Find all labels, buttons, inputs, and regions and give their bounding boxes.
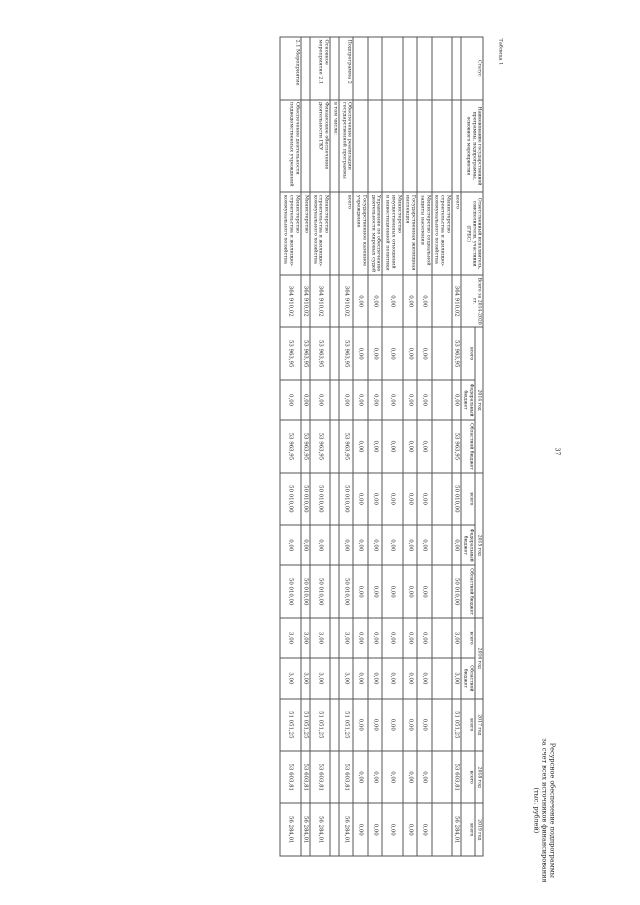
row-value	[432, 473, 452, 525]
row-value: 0,00	[403, 565, 418, 617]
sheet-title	[532, 738, 555, 882]
row-status	[353, 37, 368, 100]
row-value: 0,00	[353, 618, 368, 658]
row-value: 364 910,02	[452, 275, 461, 327]
row-value: 0,00	[403, 275, 418, 327]
row-value	[432, 565, 452, 617]
row-value	[432, 420, 452, 472]
row-value: 53 963,95	[281, 420, 301, 472]
title-line-2: за счет всех источников финансирования	[540, 738, 549, 883]
row-name	[417, 100, 432, 193]
row-executor: Министерство социальной защиты населения	[417, 192, 432, 275]
row-value: 0,00	[353, 525, 368, 565]
row-value: 53 603,81	[339, 751, 354, 803]
row-name	[432, 100, 452, 193]
row-value: 0,00	[452, 525, 461, 565]
row-value	[330, 618, 339, 658]
row-status: Подпрограмма 2	[339, 37, 354, 100]
row-value: 0,00	[353, 658, 368, 698]
row-value: 0,00	[417, 803, 432, 856]
row-value: 0,00	[403, 473, 418, 525]
row-value: 0,00	[301, 525, 310, 565]
header-2017: 2017 год	[475, 699, 483, 751]
row-value: 0,00	[417, 751, 432, 803]
row-value: 0,00	[403, 658, 418, 698]
row-value: 0,00	[368, 275, 383, 327]
row-value: 0,00	[382, 473, 402, 525]
row-value: 51 051,25	[452, 699, 461, 751]
row-value: 0,00	[403, 803, 418, 856]
row-value: 53 603,81	[281, 751, 301, 803]
row-value	[330, 751, 339, 803]
row-value: 50 010,00	[281, 473, 301, 525]
row-status	[301, 37, 310, 100]
row-value: 53 963,95	[452, 327, 461, 379]
row-value	[432, 525, 452, 565]
row-value: 0,00	[382, 618, 402, 658]
row-value	[330, 380, 339, 420]
row-status	[432, 37, 452, 100]
row-name	[353, 100, 368, 193]
row-value: 56 284,01	[339, 803, 354, 856]
row-value: 50 010,00	[452, 473, 461, 525]
row-value: 56 284,01	[452, 803, 461, 856]
row-value	[432, 751, 452, 803]
row-value: 0,00	[368, 525, 383, 565]
subheader-total: всего	[461, 699, 475, 751]
row-status	[330, 37, 339, 100]
table-row	[432, 37, 452, 856]
row-value: 0,00	[382, 420, 402, 472]
row-executor	[330, 192, 339, 275]
row-value: 0,00	[339, 380, 354, 420]
row-value: 0,00	[353, 380, 368, 420]
row-value	[432, 699, 452, 751]
row-value: 0,00	[403, 618, 418, 658]
row-value: 0,00	[403, 751, 418, 803]
row-status: Основное мероприятие 2.1	[310, 37, 330, 100]
row-value: 3,00	[339, 658, 354, 698]
row-value: 0,00	[417, 420, 432, 472]
row-value: 3,00	[301, 618, 310, 658]
row-value: 53 963,95	[310, 327, 330, 379]
row-value	[432, 618, 452, 658]
row-value: 0,00	[368, 658, 383, 698]
row-value: 0,00	[353, 699, 368, 751]
row-value: 0,00	[368, 751, 383, 803]
row-name	[403, 100, 418, 193]
row-value	[330, 525, 339, 565]
row-value	[330, 803, 339, 856]
row-status	[452, 37, 461, 100]
row-value: 3,00	[310, 618, 330, 658]
table-row	[339, 37, 354, 856]
row-value: 0,00	[353, 420, 368, 472]
row-value: 0,00	[382, 699, 402, 751]
row-name	[452, 100, 461, 193]
row-value: 53 963,95	[339, 420, 354, 472]
row-value: 3,00	[452, 618, 461, 658]
row-value: 53 963,95	[339, 327, 354, 379]
row-value	[330, 327, 339, 379]
row-value: 3,00	[301, 658, 310, 698]
row-value	[330, 275, 339, 327]
row-value: 0,00	[417, 525, 432, 565]
row-value: 0,00	[382, 565, 402, 617]
row-value: 0,00	[382, 380, 402, 420]
row-value: 50 010,00	[281, 565, 301, 617]
row-value: 0,00	[417, 618, 432, 658]
row-executor: Государственное казенное учреждение	[353, 192, 368, 275]
header-name: Наименование государственной программы, подпрограммы, основного мероприятия	[461, 100, 483, 193]
row-executor: Министерство строительства и жилищно-коммунального хозяйства	[281, 192, 301, 275]
row-value: 53 963,95	[310, 420, 330, 472]
row-value: 51 051,25	[339, 699, 354, 751]
table-row	[403, 37, 418, 856]
row-value: 0,00	[353, 803, 368, 856]
row-value: 0,00	[339, 525, 354, 565]
row-value: 0,00	[382, 525, 402, 565]
subheader-federal: Федеральный бюджет	[461, 525, 475, 565]
row-executor: Министерство строительства и жилищно-коммунального хозяйства	[310, 192, 330, 275]
row-status	[368, 37, 383, 100]
table-row	[452, 37, 461, 856]
row-value: 0,00	[353, 565, 368, 617]
row-value: 56 284,01	[281, 803, 301, 856]
row-value: 0,00	[368, 420, 383, 472]
row-value: 51 051,25	[310, 699, 330, 751]
row-value: 364 910,02	[339, 275, 354, 327]
row-value: 0,00	[417, 699, 432, 751]
row-name: Финансовое обеспечение деятельности ГКУ	[310, 100, 330, 193]
row-name: Обеспечение деятельности подведомственных учреждений	[281, 100, 301, 193]
header-2018: 2018 год	[475, 751, 483, 803]
page-number: 37	[553, 447, 561, 456]
title-line-1: Ресурсное обеспечение подпрограммы	[548, 742, 557, 878]
row-status	[417, 37, 432, 100]
row-value: 53 963,95	[301, 327, 310, 379]
row-executor: Министерство строительства и жилищно-коммунального хозяйства	[432, 192, 452, 275]
row-value: 56 284,01	[301, 803, 310, 856]
table-row	[330, 37, 339, 856]
row-name: Обеспечение реализации государственной программы	[339, 100, 354, 193]
subheader-total: всего	[461, 473, 475, 525]
row-value: 50 010,00	[301, 565, 310, 617]
row-value: 0,00	[452, 380, 461, 420]
header-status: Статус	[461, 37, 483, 100]
row-status: 2.1 Мероприятие	[281, 37, 301, 100]
row-value: 0,00	[353, 327, 368, 379]
table-body	[281, 37, 462, 856]
row-executor: Управление по обеспечению деятельности мировых судей	[368, 192, 383, 275]
row-value: 0,00	[417, 658, 432, 698]
row-value: 0,00	[368, 699, 383, 751]
row-value: 50 010,00	[310, 473, 330, 525]
row-value	[330, 699, 339, 751]
row-value: 56 284,01	[310, 803, 330, 856]
row-executor: Министерство имущественных отношений и инвестиционной политики	[382, 192, 402, 275]
header-2015: 2015 год	[475, 473, 483, 618]
row-value: 3,00	[310, 658, 330, 698]
subheader-total: всего	[461, 327, 475, 379]
rotated-table-sheet	[75, 9, 566, 897]
row-value: 364 910,02	[281, 275, 301, 327]
resource-table	[280, 37, 484, 857]
row-value: 0,00	[281, 525, 301, 565]
table-row	[417, 37, 432, 856]
row-value: 53 963,95	[452, 420, 461, 472]
row-value: 0,00	[310, 380, 330, 420]
subheader-total: всего	[461, 803, 475, 856]
row-value: 53 603,81	[452, 751, 461, 803]
subheader-regional: Областной бюджет	[461, 420, 475, 472]
row-value: 53 963,95	[301, 420, 310, 472]
row-value: 0,00	[368, 327, 383, 379]
row-value: 0,00	[382, 803, 402, 856]
row-value: 0,00	[368, 473, 383, 525]
row-value: 0,00	[382, 327, 402, 379]
row-value: 0,00	[353, 751, 368, 803]
row-value: 0,00	[417, 275, 432, 327]
title-line-3: (тыс. рублей)	[532, 787, 541, 834]
row-value: 364 910,02	[301, 275, 310, 327]
row-value: 0,00	[382, 751, 402, 803]
row-executor: всего	[339, 192, 354, 275]
row-value: 50 010,00	[310, 565, 330, 617]
row-value: 0,00	[368, 565, 383, 617]
sheet-subtitle: Таблица 1	[497, 38, 504, 66]
row-value	[432, 327, 452, 379]
row-value: 0,00	[368, 803, 383, 856]
header-row-1	[475, 37, 483, 856]
row-value: 0,00	[417, 565, 432, 617]
row-value	[432, 275, 452, 327]
row-value	[330, 473, 339, 525]
row-value: 53 963,95	[281, 327, 301, 379]
row-value: 53 603,81	[310, 751, 330, 803]
table-row	[368, 37, 383, 856]
row-status	[382, 37, 402, 100]
row-value: 0,00	[382, 275, 402, 327]
row-value: 0,00	[403, 380, 418, 420]
header-2016: 2016 год	[475, 618, 483, 699]
row-value: 3,00	[281, 658, 301, 698]
row-value	[432, 380, 452, 420]
subheader-regional: Областной бюджет	[461, 658, 475, 698]
row-value: 50 010,00	[339, 473, 354, 525]
subheader-regional: Областной бюджет	[461, 565, 475, 617]
header-2014: 2014 год	[475, 327, 483, 472]
row-executor: Министерство	[301, 192, 310, 275]
row-name: в том числе:	[330, 100, 339, 193]
row-executor: Государственная жилищная инспекция	[403, 192, 418, 275]
row-value: 3,00	[452, 658, 461, 698]
subheader-total: всего	[461, 618, 475, 658]
row-value: 0,00	[417, 327, 432, 379]
row-value: 3,00	[339, 618, 354, 658]
table-row	[310, 37, 330, 856]
subheader-total: всего	[461, 751, 475, 803]
row-status	[403, 37, 418, 100]
row-value: 0,00	[368, 618, 383, 658]
header-total: Всего за 2014-2020 гг.	[461, 275, 483, 327]
row-value: 0,00	[417, 380, 432, 420]
row-value	[432, 658, 452, 698]
row-value	[330, 565, 339, 617]
row-name	[368, 100, 383, 193]
row-value: 50 010,00	[339, 565, 354, 617]
row-value: 50 010,00	[301, 473, 310, 525]
subheader-federal: Федеральный бюджет	[461, 380, 475, 420]
row-value	[432, 803, 452, 856]
row-name	[382, 100, 402, 193]
row-value: 0,00	[368, 380, 383, 420]
row-name	[301, 100, 310, 193]
row-value: 0,00	[281, 380, 301, 420]
row-value: 0,00	[403, 327, 418, 379]
row-value: 3,00	[281, 618, 301, 658]
row-value: 0,00	[403, 699, 418, 751]
row-value: 0,00	[403, 525, 418, 565]
row-value: 0,00	[301, 380, 310, 420]
header-2019: 2019 год	[475, 803, 483, 856]
table-row	[353, 37, 368, 856]
row-value: 50 010,00	[452, 565, 461, 617]
row-value: 364 910,02	[310, 275, 330, 327]
header-executor: Ответственный исполнитель, соисполнители, участники (ГРБС)	[461, 192, 483, 275]
row-value	[330, 658, 339, 698]
row-executor: всего	[452, 192, 461, 275]
row-value	[330, 420, 339, 472]
table-row	[281, 37, 301, 856]
row-value: 0,00	[417, 473, 432, 525]
row-value: 51 051,25	[281, 699, 301, 751]
row-value: 0,00	[310, 525, 330, 565]
row-value: 0,00	[353, 473, 368, 525]
row-value: 0,00	[353, 275, 368, 327]
table-row	[382, 37, 402, 856]
row-value: 53 603,81	[301, 751, 310, 803]
row-value: 0,00	[403, 420, 418, 472]
table-row	[301, 37, 310, 856]
row-value: 0,00	[382, 658, 402, 698]
row-value: 51 051,25	[301, 699, 310, 751]
